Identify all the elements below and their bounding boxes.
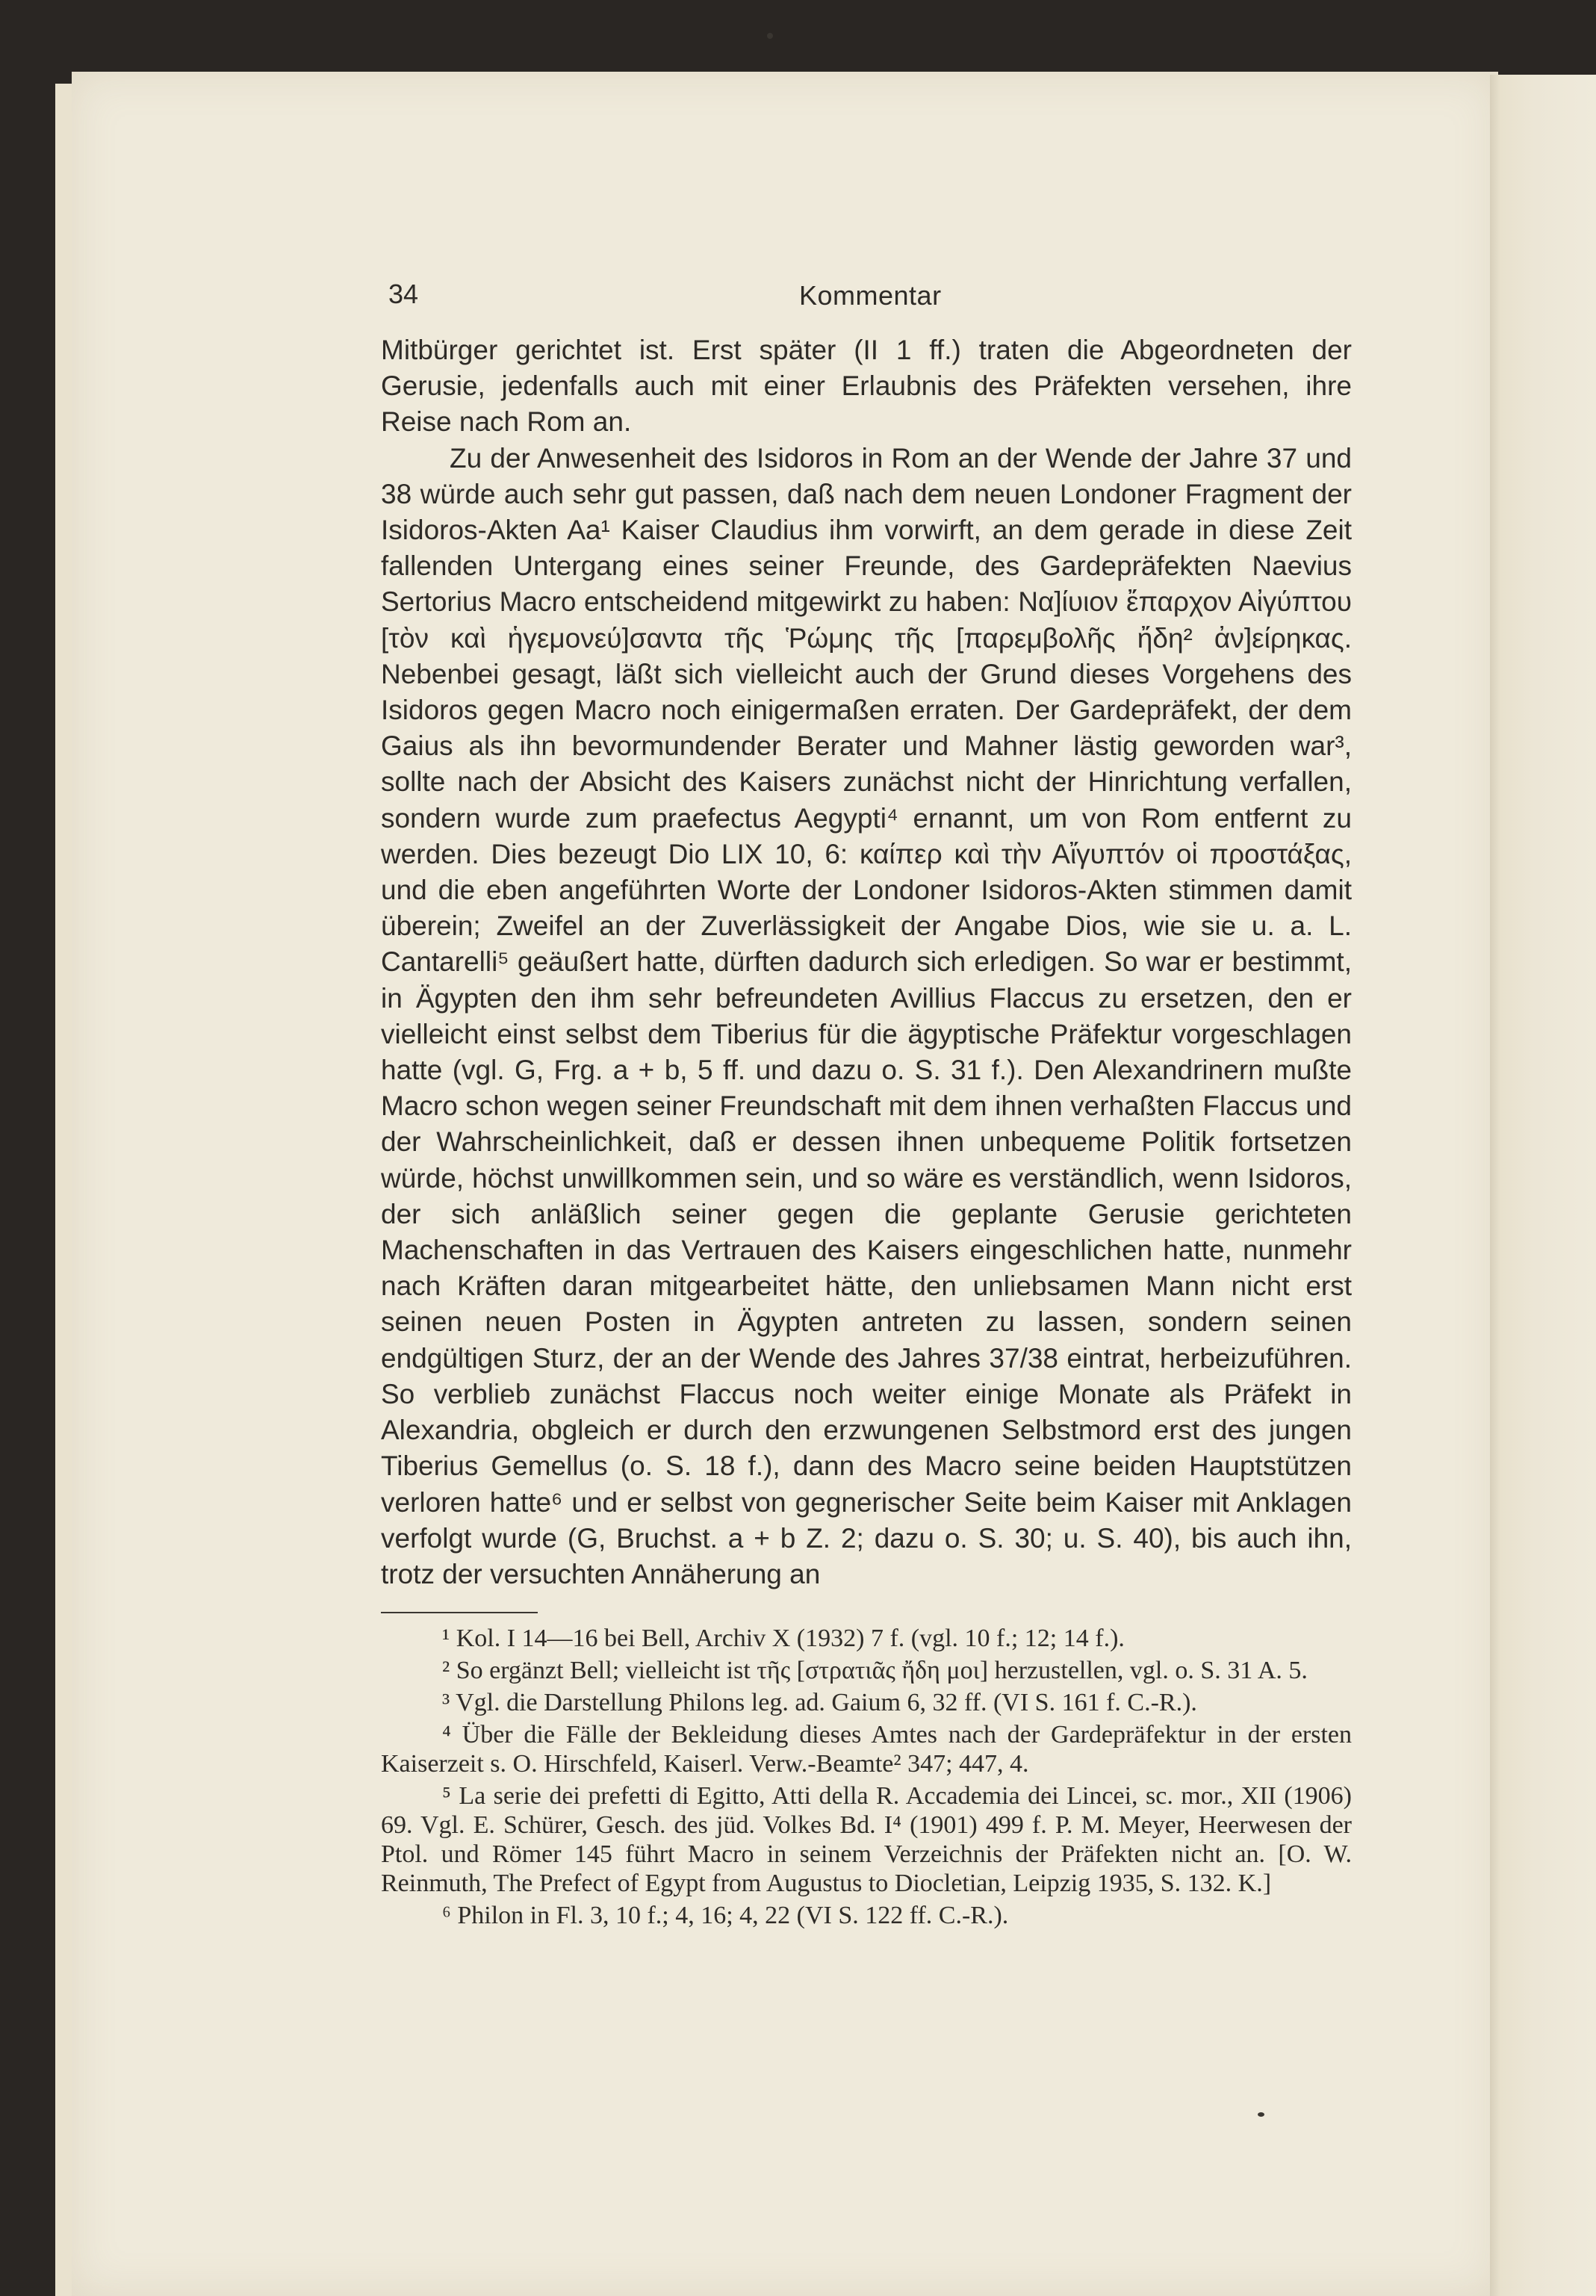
- page-content: [381, 273, 1352, 1933]
- footnote: ² So ergänzt Bell; vielleicht ist τῆς [στρατιᾶς ἤδη μοι] herzustellen, vgl. o. S. 31 A. 5.: [442, 1657, 1308, 1685]
- footnote: ⁴ Über die Fälle der Bekleidung dieses Amtes nach der Gardepräfektur in der ersten Kaiserzeit s. O. Hirschfeld, Kaiserl. Verw.-Beamte² 347; 447, 4.: [381, 1721, 1352, 1778]
- page-right-edge: [1490, 75, 1596, 2296]
- paragraph: Mitbürger gerichtet ist. Erst später (II 1 ff.) traten die Abgeordneten der Gerusie, jedenfalls auch mit einer Erlaubnis des Präfekten versehen, ihre Reise nach Rom an.: [381, 335, 1352, 438]
- body-text: [381, 332, 1352, 1592]
- footnote-rule: [381, 1612, 538, 1613]
- speck-mark: [767, 33, 773, 39]
- paragraph: Zu der Anwesenheit des Isidoros in Rom an der Wende der Jahre 37 und 38 würde auch sehr gut passen, daß nach dem neuen Londoner Fragment der Isidoros-Akten Aa¹ Kaiser Claudius ihm vorwirft, an dem gerade in diese Zeit fallenden Untergang eines seiner Freunde, des Gardepräfekten Naevius Sertorius Macro entscheidend mitgewirkt zu haben: Να]ίυιον ἔπαρχον Αἰγύπτου [τὸν καὶ ἡγεμονεύ]σαντα τῆς Ῥώμης τῆς [παρεμβολῆς ἤδη² ἀν]είρηκας. Nebenbei gesagt, läßt sich vielleicht auch der Grund dieses Vorgehens des Isidoros gegen Macro noch einigermaßen erraten. Der Gardepräfekt, der dem Gaius als ihn bevormundender Berater und Mahner lästig geworden war³, sollte nach der Absicht des Kaisers zunächst nicht der Hinrichtung verfallen, sondern wurde zum praefectus Aegypti⁴ ernannt, um von Rom entfernt zu werden. Dies bezeugt Dio LIX 10, 6: καίπερ καὶ τὴν Αἴγυπτόν οἱ προστάξας, und die eben angeführten Worte der Londoner Isidoros-Akten stimmen damit überein; Zweifel an der Zuverlässigkeit der Angabe Dios, wie sie u. a. L. Cantarelli⁵ geäußert hatte, dürften dadurch sich erledigen. So war er bestimmt, in Ägypten den ihm sehr befreundeten Avillius Flaccus zu ersetzen, den er vielleicht einst selbst dem Tiberius für die ägyptische Präfektur vorgeschlagen hatte (vgl. G, Frg. a + b, 5 ff. und dazu o. S. 31 f.). Den Alexandrinern mußte Macro schon wegen seiner Freundschaft mit dem ihnen verhaßten Flaccus und der Wahrscheinlichkeit, daß er dessen ihnen unbequeme Politik fortsetzen würde, höchst unwillkommen sein, und so wäre es verständlich, wenn Isidoros, der sich anläßlich seiner gegen die geplante Gerusie gerichteten Machenschaften in das Vertrauen des Kaisers eingeschlichen hatte, nunmehr nach Kräften daran mitgearbeitet hätte, den unliebsamen Mann nicht erst seinen neuen Posten in Ägypten antreten zu lassen, sondern seinen endgültigen Sturz, der an der Wende des Jahres 37/38 eintrat, herbeizuführen. So verblieb zunächst Flaccus noch weiter einige Monate als Präfekt in Alexandria, obgleich er durch den erzwungenen Selbstmord erst des jungen Tiberius Gemellus (o. S. 18 f.), dann des Macro seine beiden Hauptstützen verloren hatte⁶ und er selbst von gegnerischer Seite beim Kaiser mit Anklagen verfolgt wurde (G, Bruchst. a + b Z. 2; dazu o. S. 30; u. S. 40), bis auch ihn, trotz der versuchten Annäherung an: [381, 442, 1352, 1589]
- page-number: 34: [388, 279, 419, 309]
- footnote: ³ Vgl. die Darstellung Philons leg. ad. Gaium 6, 32 ff. (VI S. 161 f. C.-R.).: [442, 1689, 1197, 1717]
- footnote: ⁵ La serie dei prefetti di Egitto, Atti della R. Accademia dei Lincei, sc. mor., XII (1906) 69. Vgl. E. Schürer, Gesch. des jüd. Volkes Bd. I⁴ (1901) 499 f. P. M. Meyer, Heerwesen der Ptol. und Römer 145 führt Macro in seinem Verzeichnis der Präfekten nicht an. [O. W. Reinmuth, The Prefect of Egypt from Augustus to Diocletian, Leipzig 1935, S. 132. K.]: [381, 1782, 1352, 1898]
- footnotes: [381, 1624, 1352, 1930]
- running-title: Kommentar: [799, 280, 942, 311]
- footnote: ¹ Kol. I 14—16 bei Bell, Archiv X (1932) 7 f. (vgl. 10 f.; 12; 14 f.).: [442, 1625, 1125, 1653]
- speck-mark: [1258, 2112, 1264, 2117]
- footnote: ⁶ Philon in Fl. 3, 10 f.; 4, 16; 4, 22 (VI S. 122 ff. C.-R.).: [442, 1902, 1009, 1930]
- running-head: [381, 273, 1352, 317]
